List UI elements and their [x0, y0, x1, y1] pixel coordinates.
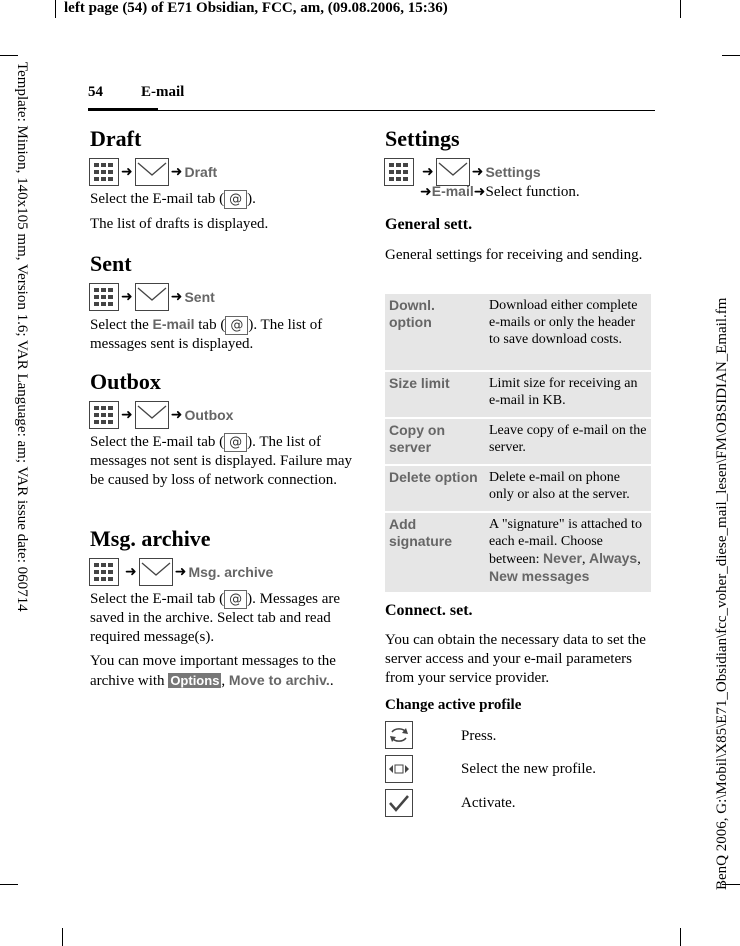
table-row — [385, 419, 651, 464]
crop-mark — [55, 0, 56, 18]
arrow-icon: ➜ — [471, 164, 484, 180]
nav-outbox-label: Outbox — [184, 407, 234, 423]
draft-text — [90, 190, 350, 209]
outbox-text-a: Select the E-mail tab ( — [90, 434, 225, 450]
setting-value: Download either complete e-mails or only the header to save download costs. — [485, 294, 651, 370]
setting-key: Size limit — [385, 372, 485, 417]
move-to-archive-label[interactable]: Move to archiv. — [228, 672, 330, 688]
envelope-icon — [135, 283, 169, 311]
arrow-icon: ➜ — [170, 289, 183, 305]
crop-mark — [680, 928, 681, 946]
setting-value: Leave copy of e-mail on the server. — [485, 419, 651, 464]
profile-heading: Change active profile — [385, 697, 522, 713]
nav-path-outbox — [89, 401, 233, 429]
sent-text-b: tab ( — [194, 317, 226, 333]
table-row — [385, 466, 651, 511]
arrow-icon: ➜ — [473, 184, 486, 200]
arrow-icon: ➜ — [121, 289, 133, 305]
at-tab-icon: @ — [224, 590, 247, 609]
menu-grid-icon — [89, 158, 119, 186]
page-header — [88, 84, 184, 101]
refresh-key-icon — [385, 721, 413, 749]
nav-path-draft — [89, 158, 217, 186]
at-tab-icon: @ — [224, 433, 247, 452]
step-press: Press. — [461, 728, 497, 744]
outbox-text — [90, 433, 355, 490]
menu-grid-icon — [89, 401, 119, 429]
archive-text2-a: You can move important messages to the archive with — [90, 653, 336, 689]
section-title: E-mail — [141, 84, 185, 100]
archive-text2-end: . — [329, 673, 334, 689]
page-number: 54 — [88, 84, 103, 100]
nav-select-function: Select function. — [485, 184, 580, 200]
print-header: left page (54) of E71 Obsidian, FCC, am, (09.08.2006, 15:36) — [64, 0, 448, 16]
table-row — [385, 513, 651, 592]
arrow-icon: ➜ — [125, 564, 137, 580]
settings-table — [385, 292, 651, 594]
checkmark-key-icon — [385, 789, 413, 817]
heading-outbox: Outbox — [90, 369, 161, 394]
at-tab-icon: @ — [225, 316, 248, 335]
arrow-icon: ➜ — [170, 407, 183, 423]
option-new-messages: New messages — [489, 568, 590, 584]
step-select: Select the new profile. — [461, 761, 596, 777]
sent-text-a: Select the — [90, 317, 153, 333]
options-softkey[interactable]: Options — [170, 673, 220, 688]
file-path-note — [712, 230, 734, 890]
general-text: General settings for receiving and sending. — [385, 247, 643, 263]
outbox-text-b: ). The list of messages not sent is displayed. Failure may be caused by loss of network connection. — [90, 434, 353, 489]
nav-settings-label: Settings — [485, 164, 541, 180]
setting-key: Copy on server — [385, 419, 485, 464]
sent-tab-label: E-mail — [152, 316, 195, 332]
setting-value: Limit size for receiving an e-mail in KB. — [485, 372, 651, 417]
archive-text2-sep: , — [221, 673, 229, 689]
arrow-icon: ➜ — [422, 164, 434, 180]
archive-text — [90, 590, 355, 647]
template-note — [12, 62, 32, 702]
arrow-icon: ➜ — [420, 184, 432, 200]
menu-grid-icon — [384, 158, 414, 186]
header-rule — [88, 110, 655, 111]
setting-key: Add signature — [385, 513, 485, 592]
option-never: Never — [543, 550, 582, 566]
nav-sent-label: Sent — [184, 289, 215, 305]
envelope-icon — [135, 401, 169, 429]
sent-text-c: ). The list of messages sent is displayed. — [90, 317, 323, 353]
crop-mark — [0, 884, 18, 885]
option-separator: , — [581, 552, 589, 567]
menu-grid-icon — [89, 283, 119, 311]
setting-value — [485, 513, 651, 592]
envelope-icon — [135, 158, 169, 186]
envelope-icon — [139, 558, 173, 586]
nav-archive-label: Msg. archive — [188, 564, 274, 580]
setting-key: Delete option — [385, 466, 485, 511]
sent-text — [90, 315, 355, 354]
archive-text-b: ). Messages are saved in the archive. Select tab and read required message(s). — [90, 591, 341, 646]
heading-general-sett: General sett. — [385, 216, 473, 233]
draft-text-a: Select the E-mail tab ( — [90, 191, 225, 207]
step-activate: Activate. — [461, 795, 516, 811]
nav-path-settings-2 — [420, 182, 660, 202]
archive-text2 — [90, 652, 352, 691]
nav-email-label: E-mail — [431, 183, 474, 199]
crop-mark — [62, 928, 63, 946]
heading-archive: Msg. archive — [90, 526, 211, 551]
crop-mark — [722, 55, 740, 56]
crop-mark — [680, 0, 681, 18]
setting-key: Downl. option — [385, 294, 485, 370]
heading-connect-set: Connect. set. — [385, 602, 473, 619]
heading-sent: Sent — [90, 251, 132, 276]
arrow-icon: ➜ — [174, 564, 187, 580]
file-path-text: BenQ 2006, G:\Mobil\X85\E71_Obsidian\fcc_voher_diese_mail_lesen\FM\OBSIDIAN_Email.fm — [714, 297, 730, 890]
draft-text2: The list of drafts is displayed. — [90, 216, 269, 232]
nav-path-archive — [89, 558, 273, 586]
arrow-icon: ➜ — [121, 164, 133, 180]
archive-text-a: Select the E-mail tab ( — [90, 591, 225, 607]
draft-text-b: ). — [247, 191, 256, 207]
arrow-icon: ➜ — [170, 164, 183, 180]
header-rule-thick — [88, 108, 158, 111]
option-always: Always — [588, 550, 638, 566]
heading-draft: Draft — [90, 126, 142, 151]
option-separator: , — [637, 552, 641, 567]
nav-draft-label: Draft — [184, 164, 218, 180]
nav-path-sent — [89, 283, 215, 311]
signature-text: A "signature" is attached to each e-mail. Choose between: — [489, 517, 642, 567]
crop-mark — [0, 55, 18, 56]
table-row — [385, 372, 651, 417]
arrow-icon: ➜ — [121, 407, 133, 423]
table-row — [385, 294, 651, 370]
menu-grid-icon — [89, 558, 119, 586]
navigate-key-icon — [385, 755, 413, 783]
at-tab-icon: @ — [224, 190, 247, 209]
setting-value: Delete e-mail on phone only or also at the server. — [485, 466, 651, 511]
template-note-text: Template: Minion, 140x105 mm, Version 1.6; VAR Language: am; VAR issue date: 060714 — [14, 62, 30, 612]
heading-settings: Settings — [385, 126, 460, 151]
connect-text: You can obtain the necessary data to set the server access and your e-mail parameters from your service provider. — [385, 632, 646, 686]
